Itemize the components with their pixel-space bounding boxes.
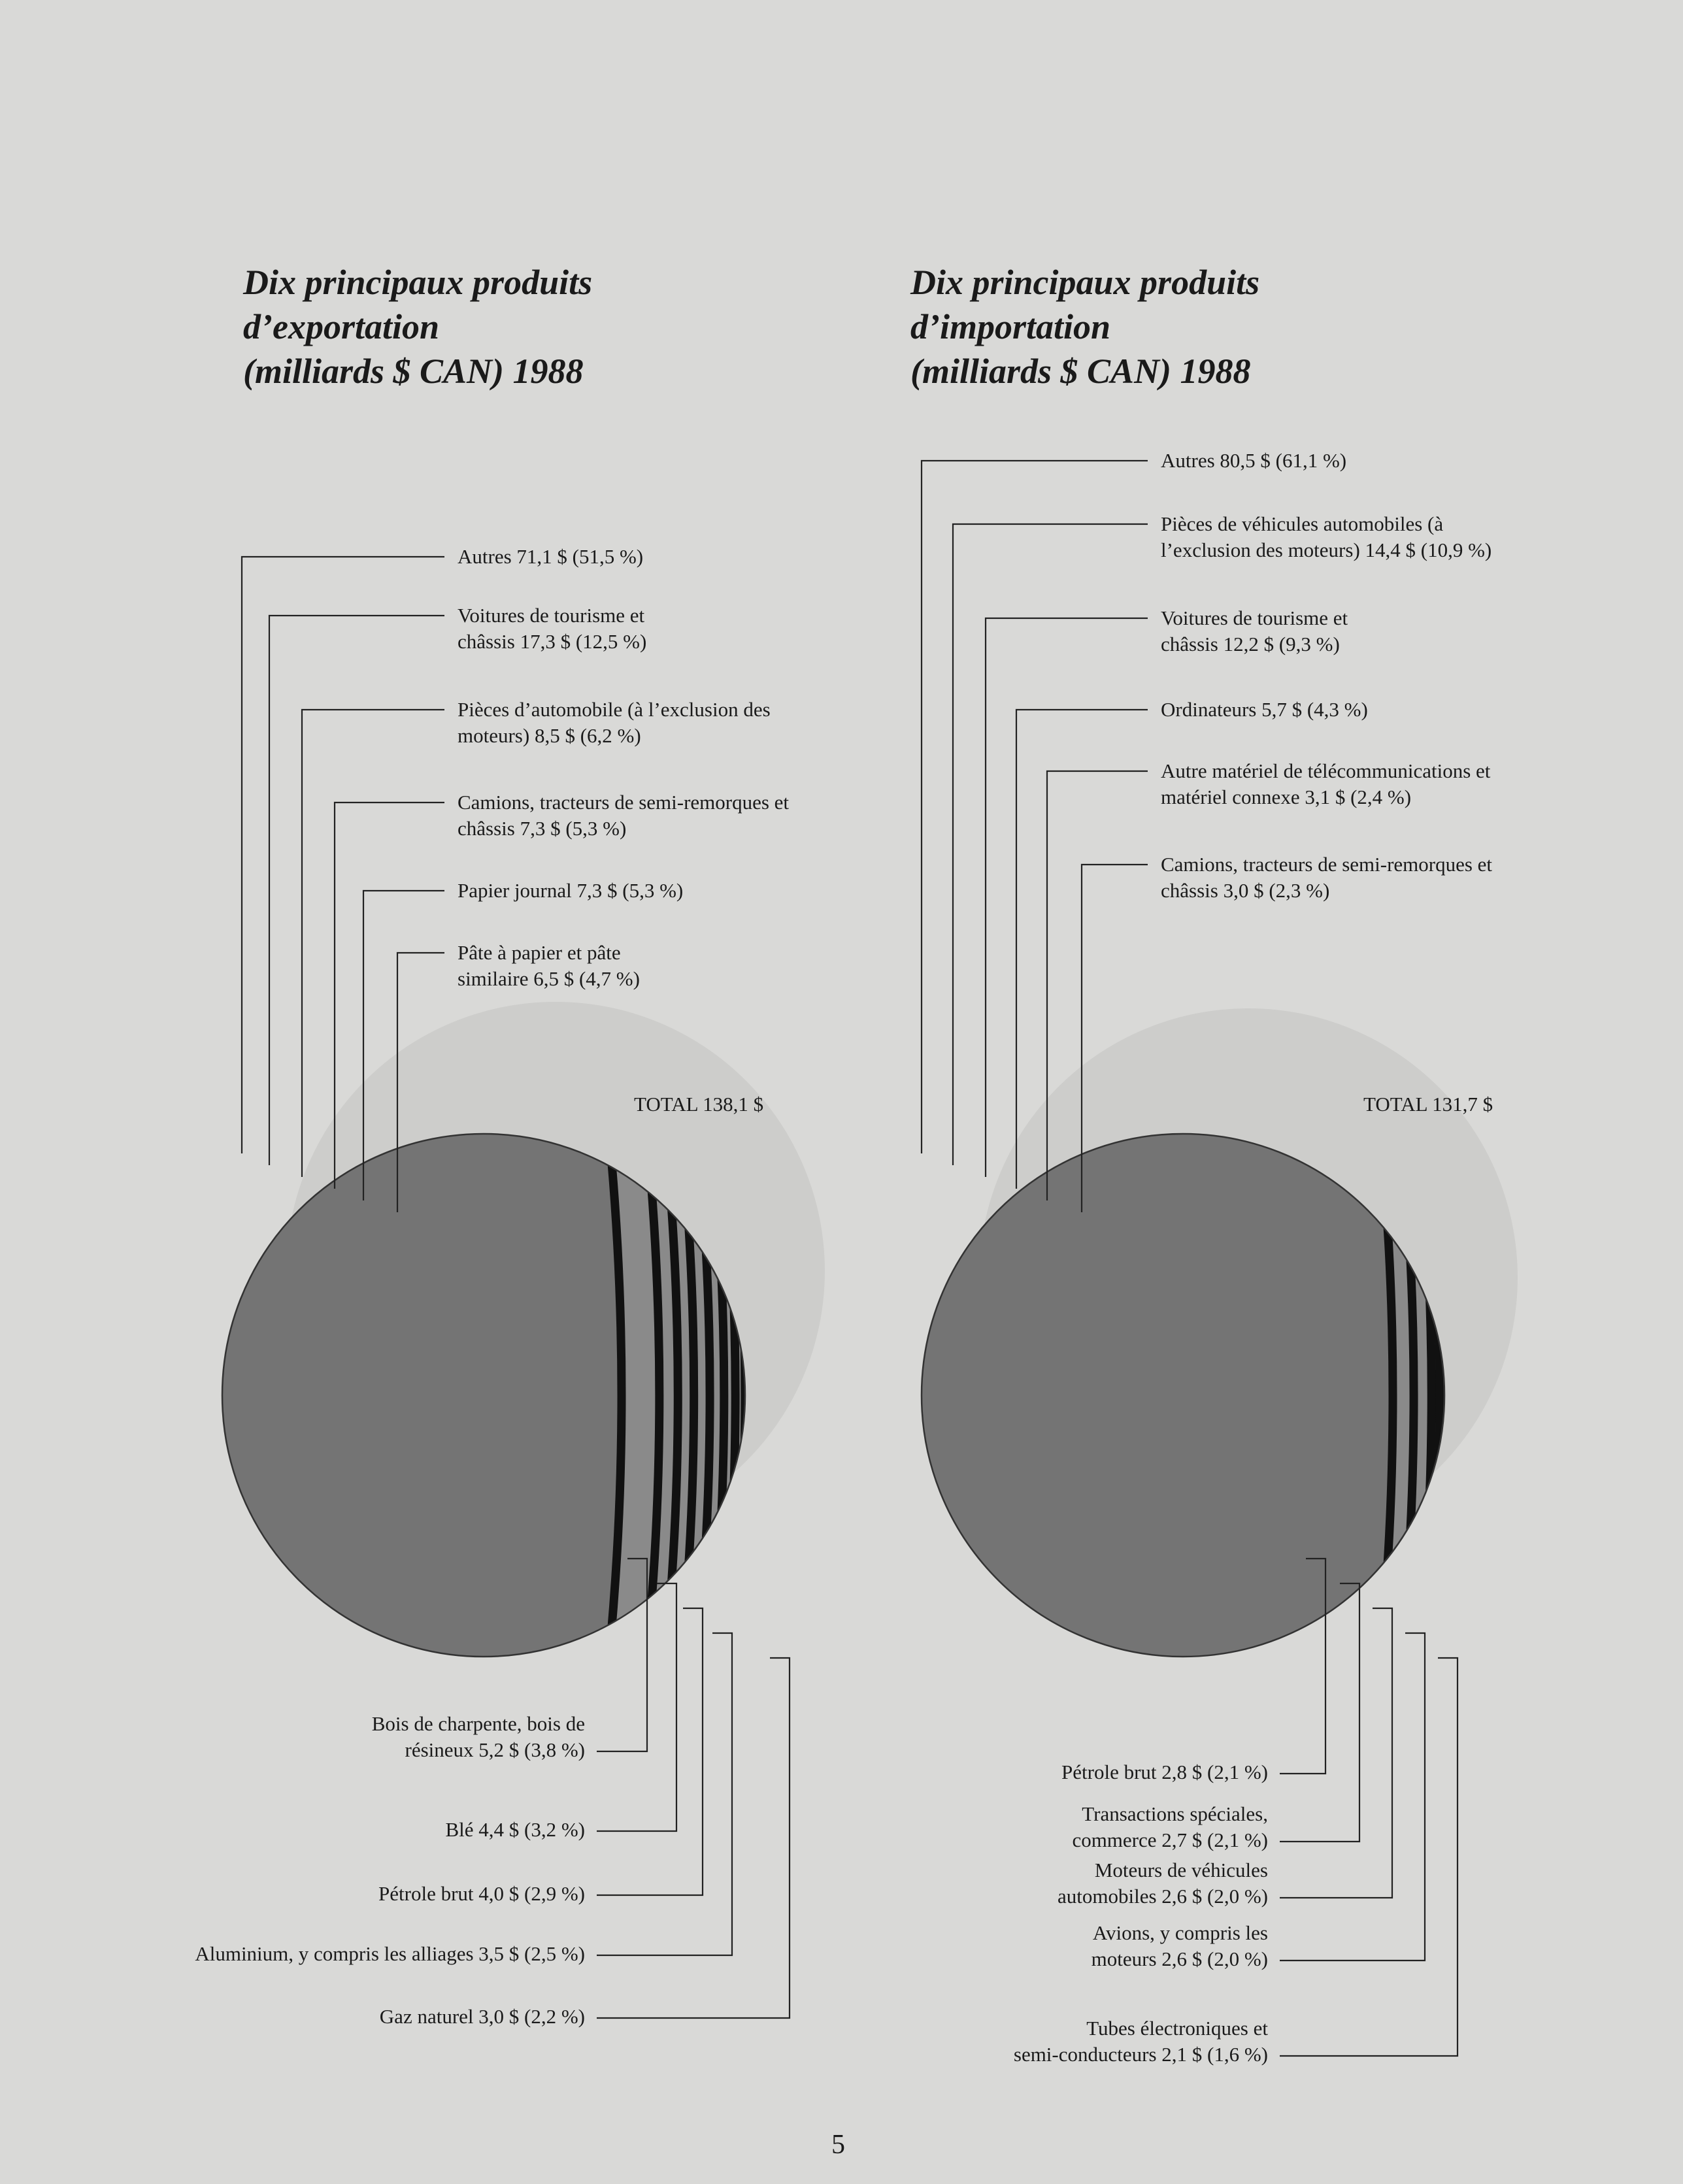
import-slice-label-line: matériel connexe 3,1 $ (2,4 %) [1161,786,1412,808]
import-slice-label-line: Avions, y compris les [1092,1921,1268,1944]
export-title-line-2: d’exportation [243,307,440,346]
import-slice-label-10 [1014,2015,1268,2068]
page-number: 5 [831,2130,845,2160]
export-slice-label-line: Pièces d’automobile (à l’exclusion des [458,698,771,721]
import-slice-label-line: châssis 12,2 $ (9,3 %) [1161,633,1340,655]
import-slice-label-line: châssis 3,0 $ (2,3 %) [1161,879,1330,902]
import-leader-line [1280,1658,1458,2056]
import-slice-label-line: Pétrole brut 2,8 $ (2,1 %) [1061,1761,1268,1783]
export-slice-label-9 [195,1941,585,1967]
import-slice-label-line: l’exclusion des moteurs) 14,4 $ (10,9 %) [1161,538,1492,561]
export-slice-label-line: Pâte à papier et pâte [458,941,621,964]
export-slice-label-0 [458,544,643,570]
export-slice-label-line: Blé 4,4 $ (3,2 %) [445,1818,585,1841]
import-slice-label-6 [1061,1759,1268,1785]
import-slice-label-5 [1161,852,1492,904]
import-slice-label-8 [1058,1857,1268,1910]
import-title-line-3: (milliards $ CAN) 1988 [910,352,1251,391]
import-leader-line [1280,1633,1425,1961]
export-slice-label-line: Autres 71,1 $ (51,5 %) [458,545,644,568]
import-slice-label-4 [1161,758,1490,810]
import-chart-title [910,260,1259,393]
import-title-line-1: Dix principaux produits [910,263,1260,302]
export-slice-label-line: moteurs) 8,5 $ (6,2 %) [458,724,641,747]
export-slice-label-5 [458,940,640,992]
export-slice-label-4 [458,878,683,904]
export-total-label: TOTAL 138,1 $ [634,1093,764,1116]
import-slice-label-1 [1161,511,1491,563]
export-slice-label-line: Papier journal 7,3 $ (5,3 %) [458,879,684,902]
import-slice-label-line: Voitures de tourisme et [1161,606,1348,629]
import-slice-label-line: automobiles 2,6 $ (2,0 %) [1057,1885,1268,1908]
export-title-line-1: Dix principaux produits [243,263,593,302]
import-slice-label-line: commerce 2,7 $ (2,1 %) [1072,1828,1268,1851]
export-slice-label-7 [445,1817,585,1843]
export-slice-label-line: Voitures de tourisme et [458,604,645,627]
export-slice-label-line: châssis 17,3 $ (12,5 %) [458,630,647,653]
export-leader-line [597,1658,790,2018]
import-slice-label-line: Moteurs de véhicules [1094,1859,1268,1881]
export-slice-label-10 [380,2004,585,2030]
import-slice-label-0 [1161,448,1346,474]
export-slice-label-line: Bois de charpente, bois de [371,1712,585,1735]
import-total-label: TOTAL 131,7 $ [1363,1093,1493,1116]
import-slice-label-line: semi-conducteurs 2,1 $ (1,6 %) [1013,2043,1268,2066]
export-leader-line [597,1633,732,1955]
export-slice-label-line: Aluminium, y compris les alliages 3,5 $ (2,5 %) [195,1942,585,1965]
export-slice-label-line: Pétrole brut 4,0 $ (2,9 %) [378,1882,585,1905]
export-slice-label-3 [458,789,789,842]
export-slice-label-8 [378,1881,585,1907]
import-slice-label-7 [1072,1801,1268,1853]
import-slice-label-line: moteurs 2,6 $ (2,0 %) [1091,1947,1268,1970]
import-slice-label-line: Autres 80,5 $ (61,1 %) [1161,449,1347,472]
import-slice-label-3 [1161,697,1368,723]
import-leader-line [1280,1608,1392,1898]
export-slice-label-line: similaire 6,5 $ (4,7 %) [458,967,640,990]
export-title-line-3: (milliards $ CAN) 1988 [243,352,584,391]
import-slice-label-line: Autre matériel de télécommunications et [1161,759,1491,782]
import-slice-label-9 [1091,1920,1268,1972]
export-slice-label-2 [458,697,771,749]
import-slice-label-2 [1161,605,1348,657]
export-slice-label-line: résineux 5,2 $ (3,8 %) [405,1738,585,1761]
import-slice-label-line: Transactions spéciales, [1082,1802,1268,1825]
import-slice-label-line: Pièces de véhicules automobiles (à [1161,512,1444,535]
import-title-line-2: d’importation [910,307,1111,346]
export-chart-title [243,260,592,393]
export-slice-label-line: Gaz naturel 3,0 $ (2,2 %) [379,2005,585,2028]
import-slice-label-line: Tubes électroniques et [1086,2017,1268,2040]
export-slice-label-line: Camions, tracteurs de semi-remorques et [458,791,790,814]
import-slice-label-line: Camions, tracteurs de semi-remorques et [1161,853,1493,876]
export-slice-label-1 [458,603,646,655]
import-slice-label-line: Ordinateurs 5,7 $ (4,3 %) [1161,698,1368,721]
export-slice-label-6 [372,1711,585,1763]
export-slice-label-line: châssis 7,3 $ (5,3 %) [458,817,627,840]
